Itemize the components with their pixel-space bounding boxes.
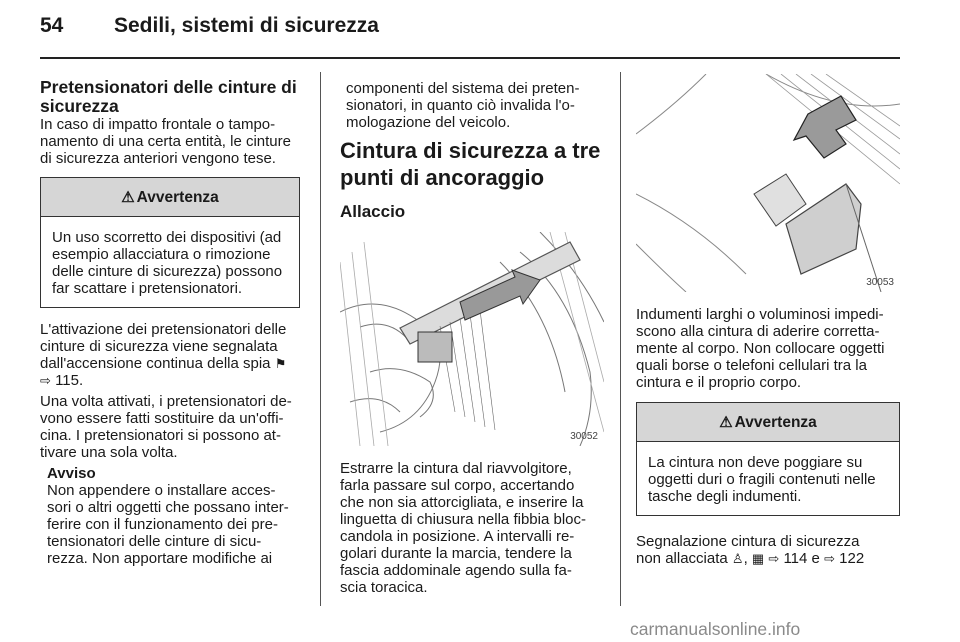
notice-line: componenti del sistema dei preten-: [346, 80, 580, 97]
notice-line: ferire con il funzionamento dei pre-: [47, 516, 278, 533]
text-line: candola in posizione. A intervalli re-: [340, 528, 575, 545]
reference-number: 114 e: [783, 550, 820, 567]
buckle-drawing: [636, 74, 900, 292]
seatbelt-status-icon: ▦: [751, 551, 765, 566]
notice-title: Avviso: [47, 465, 96, 482]
warning-line: far scattare i pretensionatori.: [52, 280, 243, 297]
pretensioner-heading: Pretensionatori delle cinture di sicurezza: [40, 77, 297, 116]
notice-line: sionatori, in quanto ciò invalida l'o-: [346, 97, 575, 114]
text-line: fascia addominale agendo sulla fa-: [340, 562, 572, 579]
header-rule: [40, 57, 900, 59]
page-header: [40, 14, 900, 50]
notice-block: [40, 465, 306, 567]
image-number: 30053: [866, 277, 894, 288]
column-divider-1: [320, 72, 321, 606]
notice-line: sori o altri oggetti che possano inter-: [47, 499, 289, 516]
notice-line: tensionatori delle cinture di sicu-: [47, 533, 262, 550]
text-span: non allacciata: [636, 550, 728, 567]
text-line: che non sia attorcigliata, e inserire la: [340, 494, 584, 511]
warning-line: esempio allacciatura o rimozione: [52, 246, 271, 263]
text-line: farla passare sul corpo, accertando: [340, 477, 575, 494]
page-reference: [40, 372, 306, 389]
text-line: [40, 355, 306, 372]
text-line: linguetta di chiusura nella fibbia bloc-: [340, 511, 586, 528]
text-line: cinture di sicurezza viene segnalata: [40, 338, 278, 355]
text-line: Una volta attivati, i pretensionatori de-: [40, 393, 292, 410]
notice-continuation: [340, 80, 606, 131]
middle-column: [340, 80, 606, 220]
warning-triangle-icon: ⚠: [121, 188, 135, 206]
warning-header: [41, 178, 299, 217]
notice-line: rezza. Non apportare modifiche ai: [47, 550, 273, 567]
reference-arrow-icon: ⇨: [768, 551, 780, 566]
image-number: 30052: [570, 431, 598, 442]
warning-title: Avvertenza: [136, 188, 219, 206]
left-column: [40, 78, 306, 567]
text-span: dall'accensione continua della spia: [40, 355, 271, 372]
intro-line: di sicurezza anteriori vengono tese.: [40, 150, 276, 167]
text-line: Estrarre la cintura dal riavvolgitore,: [340, 460, 572, 477]
airbag-warning-light-icon: ⚑: [274, 356, 287, 371]
warning-line: oggetti duri o fragili contenuti nelle: [648, 471, 876, 488]
text-line: cintura e il proprio corpo.: [636, 374, 802, 391]
right-column: [636, 306, 902, 567]
activation-paragraph: [40, 321, 306, 389]
warning-header: [637, 403, 899, 442]
reference-arrow-icon: ⇨: [40, 373, 51, 388]
heading-line: Cintura di sicurezza a tre: [340, 138, 601, 163]
text-line: non allacciata ♙, ▦ ⇨ 114 e ⇨ 122: [636, 550, 865, 567]
reference-number: 115.: [55, 372, 84, 389]
notice-line: mologazione del veicolo.: [346, 114, 511, 131]
warning-body: [637, 442, 899, 515]
fastening-subheading: Allaccio: [340, 202, 406, 221]
belt-drawing: [340, 232, 604, 446]
fastening-text: [340, 460, 606, 596]
warning-box: [40, 177, 300, 308]
warning-triangle-icon: ⚠: [719, 413, 733, 431]
warning-line: Un uso scorretto dei dispositivi (ad: [52, 229, 282, 246]
text-line: cina. I pretensionatori si possono at-: [40, 427, 281, 444]
notice-line: Non appendere o installare acces-: [47, 482, 276, 499]
seatbelt-reminder-icon: ♙: [731, 551, 744, 566]
intro-line: In caso di impatto frontale o tampo-: [40, 116, 276, 133]
heading-line: punti di ancoraggio: [340, 165, 545, 190]
text-line: Segnalazione cintura di sicurezza: [636, 533, 860, 550]
column-divider-2: [620, 72, 621, 606]
belt-fastening-illustration: [340, 232, 604, 446]
text-line: golari durante la marcia, tendere la: [340, 545, 572, 562]
replacement-paragraph: [40, 393, 306, 461]
text-line: scia toracica.: [340, 579, 428, 596]
text-line: tivare una sola volta.: [40, 444, 178, 461]
text-line: quali borse o telefoni cellulari tra la: [636, 357, 867, 374]
belt-buckle-illustration: [636, 74, 900, 292]
seatbelt-signal-paragraph: [636, 533, 902, 567]
page-number: 54: [40, 14, 64, 37]
text-line: scono alla cintura di aderire corretta-: [636, 323, 880, 340]
warning-line: La cintura non deve poggiare su: [648, 454, 863, 471]
section-title: Sedili, sistemi di sicurezza: [114, 14, 379, 37]
text-line: Indumenti larghi o voluminosi impedi-: [636, 306, 884, 323]
warning-title: Avvertenza: [734, 413, 817, 431]
warning-line: delle cinture di sicurezza) possono: [52, 263, 283, 280]
belt-heading: [340, 137, 606, 191]
warning-body: [41, 217, 299, 307]
text-line: L'attivazione dei pretensionatori delle: [40, 321, 287, 338]
reference-arrow-icon: ⇨: [824, 551, 835, 566]
warning-line: tasche degli indumenti.: [648, 488, 802, 505]
reference-number: 122: [839, 550, 865, 567]
intro-line: namento di una certa entità, le cinture: [40, 133, 291, 150]
watermark: carmanualsonline.info: [630, 619, 801, 639]
text-line: mente al corpo. Non collocare oggetti: [636, 340, 885, 357]
warning-box: [636, 402, 900, 516]
text-line: vono essere fatti sostituire da un'offi-: [40, 410, 284, 427]
